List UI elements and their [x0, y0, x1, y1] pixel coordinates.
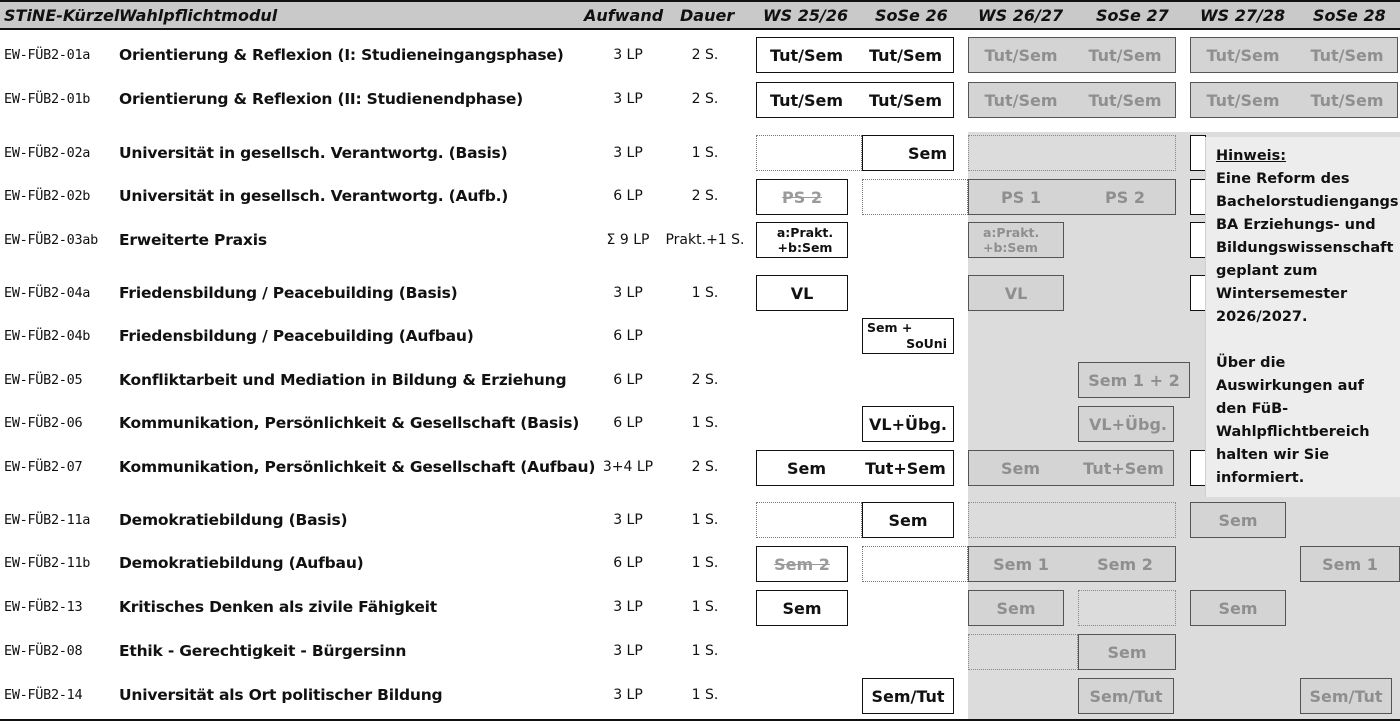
course-slot — [1190, 275, 1206, 311]
course-label: VL+Übg. — [1089, 414, 1167, 434]
module-code: EW-FÜB2-06 — [4, 415, 83, 431]
course-slot — [1190, 135, 1206, 171]
module-title: Orientierung & Reflexion (II: Studienendphase) — [119, 90, 524, 108]
module-duration: 1 S. — [691, 555, 719, 571]
module-duration: 1 S. — [691, 599, 719, 615]
course-label: a:Prakt. +b:Sem — [983, 225, 1040, 255]
empty-slot — [1078, 590, 1176, 626]
module-title: Universität als Ort politischer Bildung — [119, 686, 443, 704]
module-duration: 1 S. — [691, 643, 719, 659]
course-label: Sem 2 — [1097, 554, 1153, 574]
course-slot — [1190, 82, 1398, 118]
course-slot — [968, 546, 1176, 582]
course-label: Sem — [1000, 458, 1041, 478]
course-label: Sem — [1107, 642, 1147, 662]
course-slot — [968, 82, 1176, 118]
empty-slot — [862, 179, 968, 215]
module-effort: 3+4 LP — [602, 459, 654, 475]
module-effort: 6 LP — [613, 188, 643, 204]
header-code: STiNE-Kürzel — [4, 6, 120, 25]
module-code: EW-FÜB2-13 — [4, 599, 83, 615]
course-slot — [862, 502, 954, 538]
course-label: PS 1 — [1001, 187, 1041, 207]
course-slot — [756, 222, 848, 258]
table-bottom-rule — [0, 719, 1400, 721]
course-slot — [1190, 590, 1286, 626]
module-title: Konfliktarbeit und Mediation in Bildung & Erziehung — [119, 371, 567, 389]
course-label: Sem — [782, 598, 822, 618]
course-label: Tut/Sem — [1310, 45, 1384, 65]
header-module: Wahlpflichtmodul — [119, 6, 278, 25]
course-slot — [968, 590, 1064, 626]
module-duration: 2 S. — [691, 188, 719, 204]
course-label: Sem 2 — [774, 554, 830, 574]
course-slot — [756, 37, 954, 73]
module-title: Universität in gesellsch. Verantwortg. (Aufb.) — [119, 187, 509, 205]
course-slot — [756, 546, 848, 582]
notice-text: Über die Auswirkungen auf den FüB-Wahlpflichtbereich halten wir Sie informiert. — [1216, 355, 1370, 486]
reform-notice — [1205, 137, 1400, 497]
module-duration: 1 S. — [691, 687, 719, 703]
header-term: SoSe 27 — [1096, 6, 1169, 25]
course-label: Tut/Sem — [868, 45, 943, 65]
module-effort: 6 LP — [613, 415, 643, 431]
module-title: Demokratiebildung (Aufbau) — [119, 554, 364, 572]
empty-slot — [968, 634, 1078, 670]
module-code: EW-FÜB2-11b — [4, 555, 91, 571]
module-effort: 3 LP — [613, 512, 643, 528]
module-code: EW-FÜB2-01b — [4, 91, 91, 107]
module-code: EW-FÜB2-04b — [4, 328, 91, 344]
course-label: Sem 1 — [993, 554, 1049, 574]
course-label: Tut/Sem — [1206, 90, 1280, 110]
module-code: EW-FÜB2-04a — [4, 285, 91, 301]
course-slot — [1078, 678, 1174, 714]
course-slot — [1190, 179, 1206, 215]
course-label: Sem/Tut — [1309, 686, 1383, 706]
table-header — [0, 0, 1400, 30]
module-title: Demokratiebildung (Basis) — [119, 511, 348, 529]
module-effort: 3 LP — [613, 643, 643, 659]
module-effort: 3 LP — [613, 145, 643, 161]
empty-slot — [756, 502, 862, 538]
course-slot — [1190, 502, 1286, 538]
course-label: VL — [1004, 283, 1028, 303]
course-label: PS 2 — [782, 187, 822, 207]
course-slot — [756, 450, 954, 486]
course-slot — [968, 275, 1064, 311]
course-slot — [1190, 450, 1206, 486]
course-label: Tut/Sem — [1088, 45, 1162, 65]
course-label: Sem 1 + 2 — [1088, 370, 1180, 390]
module-effort: 3 LP — [613, 285, 643, 301]
empty-slot — [968, 135, 1176, 171]
course-slot — [862, 318, 954, 354]
module-duration: 2 S. — [691, 372, 719, 388]
course-label: Sem — [888, 510, 928, 530]
module-title: Friedensbildung / Peacebuilding (Aufbau) — [119, 327, 474, 345]
header-term: WS 27/28 — [1200, 6, 1286, 25]
module-title: Orientierung & Reflexion (I: Studieneingangsphase) — [119, 46, 564, 64]
course-label: Sem — [1218, 598, 1258, 618]
module-effort: 6 LP — [613, 328, 643, 344]
course-label: VL — [790, 283, 814, 303]
module-code: EW-FÜB2-14 — [4, 687, 83, 703]
course-label: Tut/Sem — [868, 90, 943, 110]
course-label: Sem — [1218, 510, 1258, 530]
module-title: Universität in gesellsch. Verantwortg. (Basis) — [119, 144, 508, 162]
module-effort: 6 LP — [613, 372, 643, 388]
module-duration: 2 S. — [691, 91, 719, 107]
course-label: Sem 1 — [1322, 554, 1378, 574]
module-duration: 1 S. — [691, 145, 719, 161]
module-code: EW-FÜB2-03ab — [4, 232, 98, 248]
course-slot — [1190, 37, 1398, 73]
course-label: Sem + — [867, 320, 913, 335]
course-slot — [968, 450, 1174, 486]
course-slot — [1078, 406, 1174, 442]
module-effort: Σ 9 LP — [606, 232, 650, 248]
module-effort: 3 LP — [613, 687, 643, 703]
empty-slot — [862, 546, 968, 582]
course-label: Sem — [996, 598, 1036, 618]
course-label: Sem — [786, 458, 827, 478]
course-slot — [862, 406, 954, 442]
course-slot — [968, 222, 1064, 258]
empty-slot — [756, 135, 862, 171]
course-label: Tut/Sem — [1310, 90, 1384, 110]
course-slot — [1300, 546, 1400, 582]
module-duration: Prakt.+1 S. — [665, 232, 745, 248]
header-duration: Dauer — [680, 6, 735, 25]
module-title: Kommunikation, Persönlichkeit & Gesellschaft (Aufbau) — [119, 458, 596, 476]
module-title: Kommunikation, Persönlichkeit & Gesellschaft (Basis) — [119, 414, 580, 432]
module-title: Ethik - Gerechtigkeit - Bürgersinn — [119, 642, 407, 660]
course-slot — [1190, 222, 1206, 258]
course-label: SoUni — [906, 336, 947, 351]
module-effort: 3 LP — [613, 91, 643, 107]
module-effort: 3 LP — [613, 599, 643, 615]
course-slot — [756, 590, 848, 626]
module-effort: 3 LP — [613, 47, 643, 63]
module-duration: 1 S. — [691, 512, 719, 528]
course-slot — [1078, 634, 1176, 670]
course-label: Sem — [907, 143, 947, 163]
module-title: Erweiterte Praxis — [119, 231, 267, 249]
module-duration: 1 S. — [691, 285, 719, 301]
course-slot — [862, 678, 954, 714]
course-label: Tut/Sem — [769, 45, 844, 65]
course-slot — [862, 135, 954, 171]
course-label: Tut/Sem — [1088, 90, 1162, 110]
module-code: EW-FÜB2-11a — [4, 512, 91, 528]
module-duration: 1 S. — [691, 415, 719, 431]
course-label: Tut/Sem — [984, 90, 1058, 110]
course-slot — [968, 37, 1176, 73]
course-label: Tut+Sem — [865, 458, 946, 478]
module-code: EW-FÜB2-02a — [4, 145, 91, 161]
notice-heading: Hinweis: — [1216, 148, 1287, 164]
module-code: EW-FÜB2-02b — [4, 188, 91, 204]
module-title: Kritisches Denken als zivile Fähigkeit — [119, 598, 437, 616]
module-code: EW-FÜB2-05 — [4, 372, 83, 388]
course-label: Tut/Sem — [984, 45, 1058, 65]
header-term: SoSe 28 — [1313, 6, 1386, 25]
module-title: Friedensbildung / Peacebuilding (Basis) — [119, 284, 458, 302]
course-slot — [756, 82, 954, 118]
empty-slot — [968, 502, 1176, 538]
module-code: EW-FÜB2-07 — [4, 459, 83, 475]
course-slot — [756, 275, 848, 311]
notice-text: Eine Reform des Bachelorstudiengangs BA Erziehungs- und Bildungswissenschaft geplant zum Wintersemester 2026/2027. — [1216, 171, 1399, 325]
course-label: Tut/Sem — [769, 90, 844, 110]
module-duration: 2 S. — [691, 47, 719, 63]
course-label: VL+Übg. — [869, 414, 947, 434]
course-label: Tut+Sem — [1083, 458, 1164, 478]
module-duration: 2 S. — [691, 459, 719, 475]
module-code: EW-FÜB2-01a — [4, 47, 91, 63]
course-label: Tut/Sem — [1206, 45, 1280, 65]
course-label: Sem/Tut — [871, 686, 945, 706]
module-effort: 6 LP — [613, 555, 643, 571]
header-term: WS 26/27 — [978, 6, 1064, 25]
course-slot — [968, 179, 1176, 215]
header-term: WS 25/26 — [763, 6, 849, 25]
course-label: Sem/Tut — [1089, 686, 1163, 706]
module-code: EW-FÜB2-08 — [4, 643, 83, 659]
course-slot — [1078, 362, 1190, 398]
course-label: PS 2 — [1105, 187, 1145, 207]
header-term: SoSe 26 — [875, 6, 948, 25]
course-label: a:Prakt. +b:Sem — [776, 225, 834, 255]
header-effort: Aufwand — [584, 6, 664, 25]
course-slot — [1300, 678, 1392, 714]
course-slot — [756, 179, 848, 215]
